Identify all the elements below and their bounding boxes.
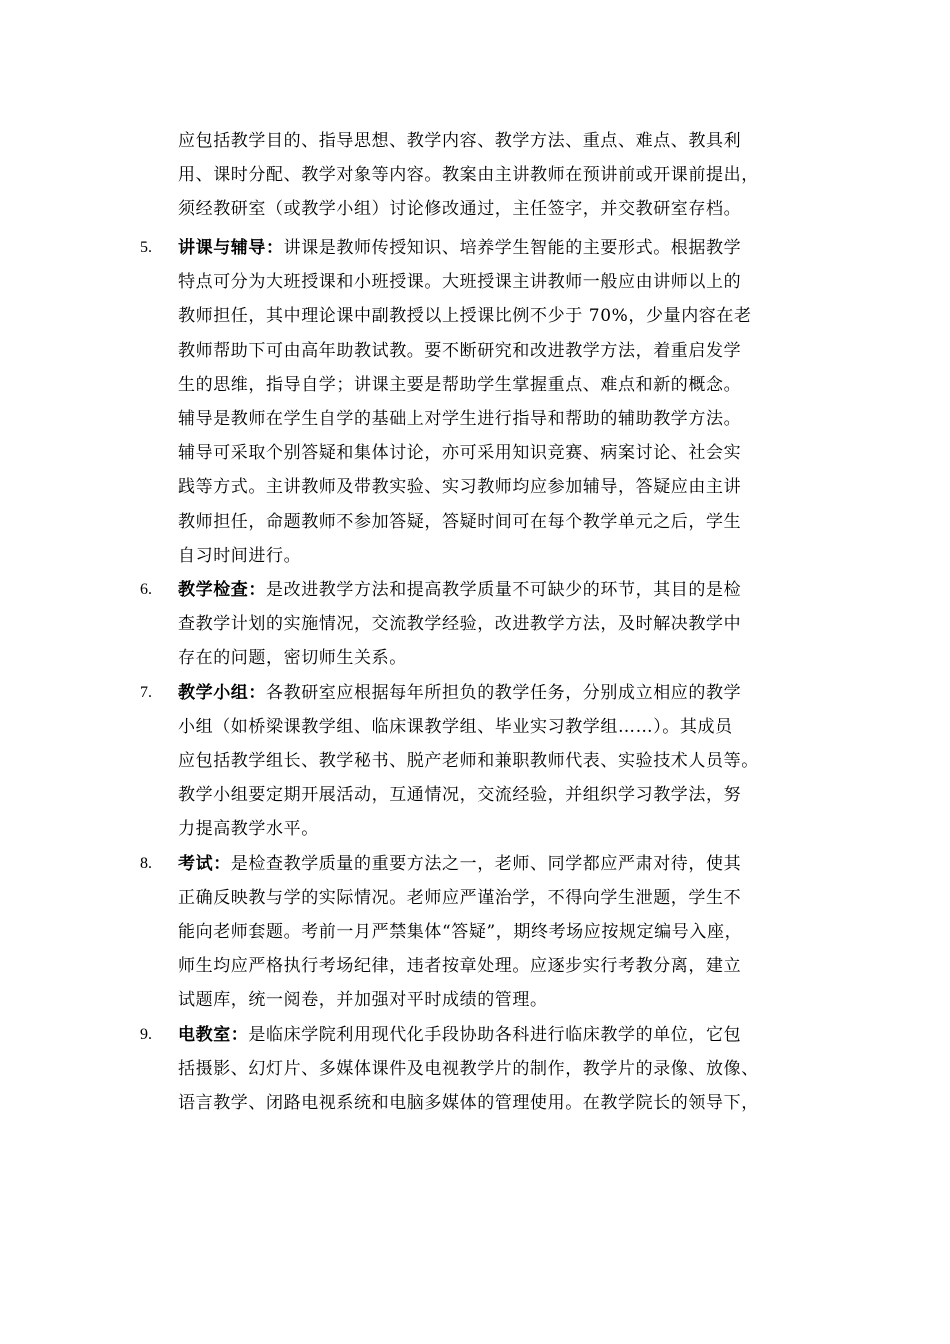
intro-line: 用、课时分配、教学对象等内容。教案由主讲教师在预讲前或开课前提出， xyxy=(178,165,759,186)
item-first-text: 是临床学院利用现代化手段协助各科进行临床教学的单位，它包 xyxy=(248,1024,742,1045)
item-first-text: 是检查教学质量的重要方法之一，老师、同学都应严肃对待，使其 xyxy=(230,853,742,874)
item-line: 存在的问题，密切师生关系。 xyxy=(178,648,407,669)
item-line: 教学小组要定期开展活动，互通情况，交流经验，并组织学习教学法，努 xyxy=(178,785,742,806)
item-number: 7. xyxy=(140,683,152,701)
item-line: 试题库，统一阅卷，并加强对平时成绩的管理。 xyxy=(178,990,548,1011)
numbered-list xyxy=(140,231,840,1120)
item-number: 5. xyxy=(140,239,152,256)
item-line: 践等方式。主讲教师及带教实验、实习教师均应参加辅导，答疑应由主讲 xyxy=(178,477,742,498)
item-first-text: 各教研室应根据每年所担负的教学任务，分别成立相应的教学 xyxy=(266,682,742,703)
item-line: 小组（如桥梁课教学组、临床课教学组、毕业实习教学组……）。其成员 xyxy=(178,716,733,737)
item-line: 应包括教学组长、教学秘书、脱产老师和兼职教师代表、实验技术人员等。 xyxy=(178,751,759,772)
item-line: 力提高教学水平。 xyxy=(178,819,319,840)
item-number: 8. xyxy=(140,854,152,872)
list-item-9 xyxy=(140,1018,840,1121)
intro-line: 须经教研室（或教学小组）讨论修改通过，主任签字，并交教研室存档。 xyxy=(178,199,742,220)
item-term: 讲课与辅导： xyxy=(178,238,284,258)
item-first-line xyxy=(178,231,840,265)
intro-paragraph xyxy=(178,124,828,227)
item-first-text: 讲课是教师传授知识、培养学生智能的主要形式。根据教学 xyxy=(283,238,742,258)
item-term: 教学小组： xyxy=(178,682,266,703)
list-item-6 xyxy=(140,573,840,676)
item-line: 能向老师套题。考前一月严禁集体“答疑”，期终考场应按规定编号入座， xyxy=(178,922,743,943)
item-line: 括摄影、幻灯片、多媒体课件及电视教学片的制作，教学片的录像、放像、 xyxy=(178,1058,759,1079)
item-number: 6. xyxy=(140,581,152,599)
item-line: 查教学计划的实施情况，交流教学经验，改进教学方法，及时解决教学中 xyxy=(178,614,742,635)
intro-line: 应包括教学目的、指导思想、教学内容、教学方法、重点、难点、教具利 xyxy=(178,131,742,151)
list-item-7 xyxy=(140,676,840,847)
item-term: 教学检查： xyxy=(178,580,266,601)
item-line: 教师担任，其中理论课中副教授以上授课比例不少于 70%，少量内容在老 xyxy=(178,306,752,327)
item-line: 辅导可采取个别答疑和集体讨论，亦可采用知识竞赛、病案讨论、社会实 xyxy=(178,443,742,464)
item-first-line xyxy=(178,847,840,881)
item-term: 电教室： xyxy=(178,1024,249,1045)
item-line: 自习时间进行。 xyxy=(178,545,302,566)
item-line: 教师担任，命题教师不参加答疑，答疑时间可在每个教学单元之后，学生 xyxy=(178,511,742,532)
item-first-text: 是改进教学方法和提高教学质量不可缺少的环节，其目的是检 xyxy=(266,580,742,601)
item-line: 语言教学、闭路电视系统和电脑多媒体的管理使用。在教学院长的领导下， xyxy=(178,1093,759,1114)
item-line: 生的思维，指导自学；讲课主要是帮助学生掌握重点、难点和新的概念。 xyxy=(178,374,742,395)
item-term: 考试： xyxy=(178,853,231,874)
item-number: 9. xyxy=(140,1025,152,1043)
item-line: 师生均应严格执行考场纪律，违者按章处理。应逐步实行考教分离，建立 xyxy=(178,956,742,977)
item-line: 特点可分为大班授课和小班授课。大班授课主讲教师一般应由讲师以上的 xyxy=(178,272,742,293)
item-first-line xyxy=(178,676,840,710)
item-line: 教师帮助下可由高年助教试教。要不断研究和改进教学方法，着重启发学 xyxy=(178,340,742,361)
item-first-line xyxy=(178,1018,840,1052)
list-item-5 xyxy=(140,231,840,573)
item-line: 辅导是教师在学生自学的基础上对学生进行指导和帮助的辅助教学方法。 xyxy=(178,409,742,430)
list-item-8 xyxy=(140,847,840,1018)
item-line: 正确反映教与学的实际情况。老师应严谨治学，不得向学生泄题，学生不 xyxy=(178,887,742,908)
item-first-line xyxy=(178,573,840,607)
